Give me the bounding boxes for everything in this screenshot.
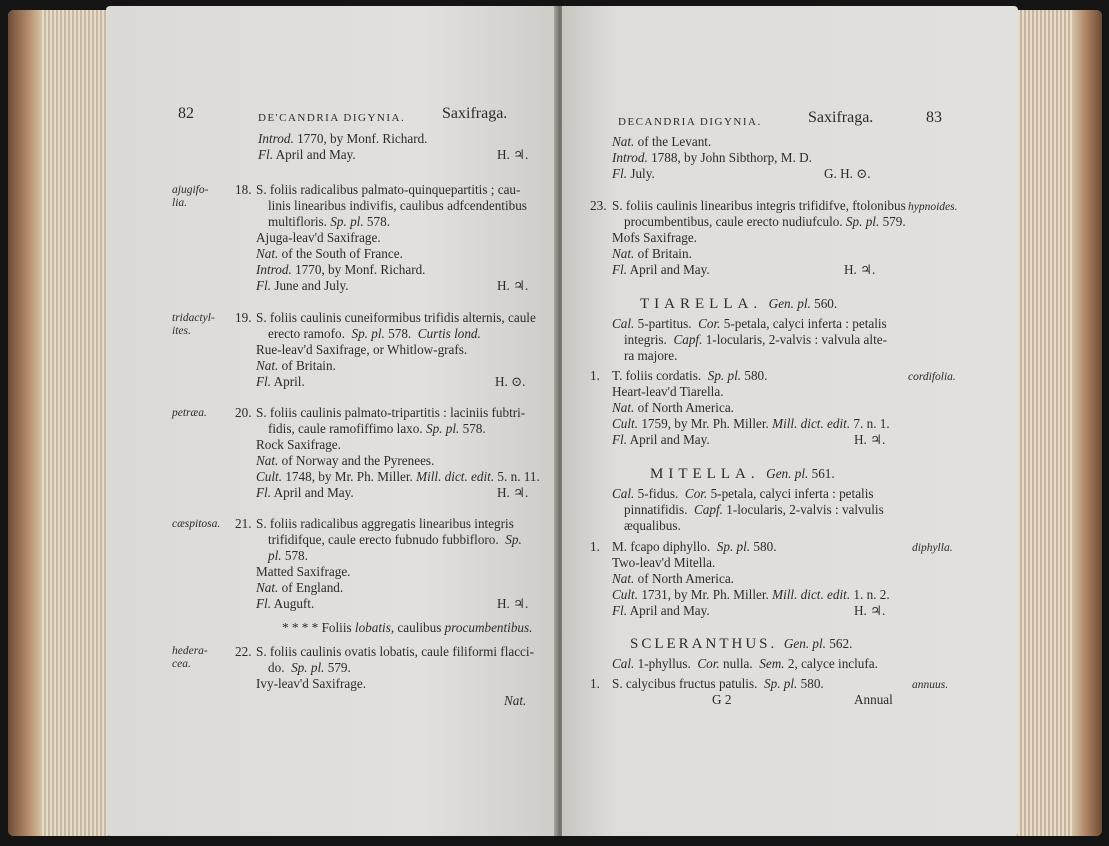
entry-line: linis linearibus indivifis, caulibus adfcendentibus xyxy=(268,198,527,213)
entry-line: Fl. April and May. xyxy=(258,147,356,162)
entry-line: Rock Saxifrage. xyxy=(256,437,341,452)
entry-line: Nat. of Norway and the Pyrenees. xyxy=(256,453,435,468)
entry-line: Fl. April and May. xyxy=(612,603,710,618)
margin-species-name: cea. xyxy=(172,658,191,670)
entry-number: 20. xyxy=(235,405,252,420)
entry-line: erecto ramofo. Sp. pl. 578. Curtis lond. xyxy=(268,326,481,341)
page-number: 83 xyxy=(926,109,942,126)
entry-line: pl. 578. xyxy=(268,548,308,563)
entry-number: 18. xyxy=(235,182,252,197)
entry-line: fidis, caule ramofiffimo laxo. Sp. pl. 578. xyxy=(268,421,486,436)
entry-number: 1. xyxy=(590,368,600,383)
running-genus: Saxifraga. xyxy=(442,105,508,122)
running-head: DECANDRIA DIGYNIA. xyxy=(618,116,762,128)
habitat-symbol: H. ♃. xyxy=(854,432,886,447)
entry-line: Introd. 1788, by John Sibthorp, M. D. xyxy=(612,150,812,165)
entry-number: 1. xyxy=(590,676,600,691)
entry-line: T. foliis cordatis. Sp. pl. 580. xyxy=(612,368,768,383)
entry-line: Nat. of England. xyxy=(256,580,344,595)
margin-species-name: diphylla. xyxy=(912,542,953,554)
left-page xyxy=(106,6,558,836)
catchword: Annual xyxy=(854,692,893,707)
entry-line: Cult. 1759, by Mr. Ph. Miller. Mill. dict. edit. 7. n. 1. xyxy=(612,416,890,431)
entry-number: 23. xyxy=(590,198,607,213)
genus-heading: MITELLA. Gen. pl. 561. xyxy=(650,466,835,482)
entry-line: Fl. July. xyxy=(612,166,655,181)
entry-line: S. foliis caulinis palmato-tripartitis : laciniis fubtri- xyxy=(256,405,526,420)
left-cover xyxy=(8,10,42,836)
entry-line: Introd. 1770, by Monf. Richard. xyxy=(256,262,426,277)
entry-line: Fl. June and July. xyxy=(256,278,349,293)
genus-character-line: æqualibus. xyxy=(624,518,681,533)
entry-line: S. foliis radicalibus palmato-quinquepartitis ; cau- xyxy=(256,182,521,197)
signature-mark: G 2 xyxy=(712,692,732,707)
entry-line: Nat. of the South of France. xyxy=(256,246,403,261)
margin-species-name: cordifolia. xyxy=(908,371,956,383)
genus-character-line: pinnatifidis. Capf. 1-locularis, 2-valvis : valvulis xyxy=(624,502,884,517)
entry-line: Ajuga-leav'd Saxifrage. xyxy=(256,230,381,245)
genus-heading: TIARELLA. Gen. pl. 560. xyxy=(640,296,838,312)
entry-line: procumbentibus, caule erecto nudiufculo. Sp. pl. 579. xyxy=(624,214,906,229)
entry-line: M. fcapo diphyllo. Sp. pl. 580. xyxy=(612,539,777,554)
margin-species-name: annuus. xyxy=(912,679,949,691)
entry-line: Two-leav'd Mitella. xyxy=(612,555,716,570)
right-page-edges xyxy=(1010,10,1102,836)
entry-line: Ivy-leav'd Saxifrage. xyxy=(256,676,367,691)
entry-line: Cult. 1731, by Mr. Ph. Miller. Mill. dict. edit. 1. n. 2. xyxy=(612,587,890,602)
entry-line: trifidifque, caule erecto fubnudo fubbifloro. Sp. xyxy=(268,532,522,547)
right-page xyxy=(562,6,1018,836)
habitat-symbol: H. ♃. xyxy=(497,485,529,500)
running-genus: Saxifraga. xyxy=(808,109,874,126)
margin-species-name: hypnoides. xyxy=(908,201,958,213)
genus-heading: SCLERANTHUS. Gen. pl. 562. xyxy=(630,636,853,652)
entry-line: Matted Saxifrage. xyxy=(256,564,351,579)
margin-species-name: ajugifo- xyxy=(172,184,209,196)
entry-number: 1. xyxy=(590,539,600,554)
section-divider: * * * * Foliis lobatis, caulibus procumbentibus. xyxy=(282,620,533,635)
entry-line: Heart-leav'd Tiarella. xyxy=(612,384,724,399)
entry-line: Fl. April and May. xyxy=(256,485,354,500)
genus-character-line: Cal. 1-phyllus. Cor. nulla. Sem. 2, calyce inclufa. xyxy=(612,656,878,671)
entry-line: Fl. Auguft. xyxy=(256,596,315,611)
habitat-symbol: H. ♃. xyxy=(854,603,886,618)
habitat-symbol: G. H. ⊙. xyxy=(824,166,871,181)
entry-line: do. Sp. pl. 579. xyxy=(268,660,351,675)
entry-line: S. foliis caulinis linearibus integris trifidifve, ftolonibus xyxy=(612,198,906,213)
right-cover xyxy=(1072,10,1102,836)
entry-line: multifloris. Sp. pl. 578. xyxy=(268,214,390,229)
margin-species-name: ites. xyxy=(172,325,191,337)
page-number: 82 xyxy=(178,105,194,122)
entry-number: 22. xyxy=(235,644,252,659)
margin-species-name: cæspitosa. xyxy=(172,518,221,530)
margin-species-name: hedera- xyxy=(172,645,208,657)
entry-line: Nat. of North America. xyxy=(612,571,734,586)
entry-line: Fl. April and May. xyxy=(612,432,710,447)
habitat-symbol: H. ⊙. xyxy=(495,374,526,389)
habitat-symbol: H. ♃. xyxy=(497,596,529,611)
genus-character-line: ra majore. xyxy=(624,348,678,363)
margin-species-name: tridactyl- xyxy=(172,312,215,324)
entry-line: Rue-leav'd Saxifrage, or Whitlow-grafs. xyxy=(256,342,468,357)
habitat-symbol: H. ♃. xyxy=(497,147,529,162)
entry-line: Fl. April and May. xyxy=(612,262,710,277)
running-head: DE'CANDRIA DIGYNIA. xyxy=(258,112,406,124)
entry-line: Introd. 1770, by Monf. Richard. xyxy=(258,131,428,146)
catchword: Nat. xyxy=(504,693,527,708)
entry-line: Nat. of the Levant. xyxy=(612,134,712,149)
entry-line: Fl. April. xyxy=(256,374,305,389)
open-book xyxy=(8,6,1102,840)
entry-number: 21. xyxy=(235,516,252,531)
entry-line: S. foliis caulinis ovatis lobatis, caule filiformi flacci- xyxy=(256,644,534,659)
entry-line: S. foliis caulinis cuneiformibus trifidis alternis, caule xyxy=(256,310,536,325)
entry-line: Mofs Saxifrage. xyxy=(612,230,697,245)
habitat-symbol: H. ♃. xyxy=(844,262,876,277)
entry-line: S. foliis radicalibus aggregatis linearibus integris xyxy=(256,516,514,531)
margin-species-name: petræa. xyxy=(172,407,207,419)
margin-species-name: lia. xyxy=(172,197,188,209)
genus-character-line: Cal. 5-fidus. Cor. 5-petala, calyci inferta : petalis xyxy=(612,486,874,501)
entry-number: 19. xyxy=(235,310,252,325)
entry-line: Nat. of Britain. xyxy=(256,358,336,373)
entry-line: Cult. 1748, by Mr. Ph. Miller. Mill. dict. edit. 5. n. 11. xyxy=(256,469,540,484)
left-page-edges xyxy=(8,10,108,836)
habitat-symbol: H. ♃. xyxy=(497,278,529,293)
genus-character-line: Cal. 5-partitus. Cor. 5-petala, calyci inferta : petalis xyxy=(612,316,887,331)
entry-line: Nat. of North America. xyxy=(612,400,734,415)
genus-character-line: integris. Capf. 1-locularis, 2-valvis : valvula alte- xyxy=(624,332,887,347)
entry-line: Nat. of Britain. xyxy=(612,246,692,261)
entry-line: S. calycibus fructus patulis. Sp. pl. 580. xyxy=(612,676,824,691)
